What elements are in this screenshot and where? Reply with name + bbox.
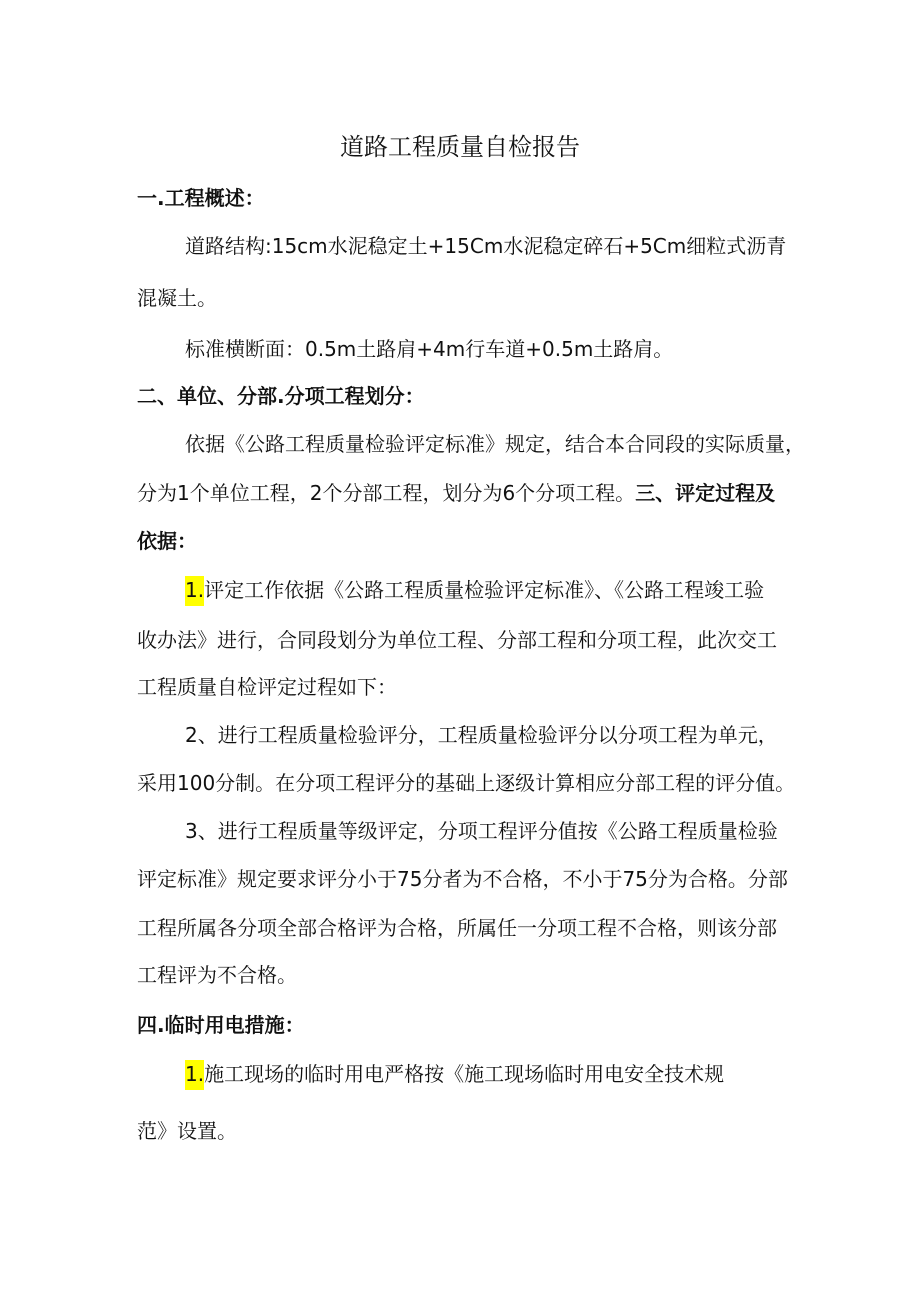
section-3-item-2-line-1: 2、进行工程质量检验评分，工程质量检验评分以分项工程为单元， — [185, 723, 778, 747]
section-1-paragraph-1-line-2: 混凝土。 — [137, 286, 217, 310]
section-2-paragraph-text: 分为1个单位工程，2个分部工程，划分为6个分项工程。 — [137, 481, 636, 505]
section-4-item-1-line-1 — [185, 1062, 724, 1086]
section-3-item-3-line-1: 3、进行工程质量等级评定，分项工程评分值按《公路工程质量检验 — [185, 819, 778, 843]
section-3-item-1-line-2: 收办法》进行，合同段划分为单位工程、分部工程和分项工程，此次交工 — [137, 628, 777, 652]
section-2-heading: 二、单位、分部.分项工程划分： — [137, 384, 425, 408]
section-3-item-3-line-4: 工程评为不合格。 — [137, 963, 297, 987]
section-3-item-1-text: 评定工作依据《公路工程质量检验评定标准》、《公路工程竣工验 — [204, 578, 765, 602]
section-3-item-2-line-2: 采用100分制。在分项工程评分的基础上逐级计算相应分部工程的评分值。 — [137, 771, 796, 795]
section-3-heading-part-1: 三、评定过程及 — [635, 481, 776, 505]
section-1-heading: 一.工程概述： — [137, 186, 265, 210]
section-4-item-1-line-2: 范》设置。 — [137, 1119, 237, 1143]
section-1-paragraph-2: 标准横断面：0.5m土路肩+4m行车道+0.5m土路肩。 — [185, 337, 674, 361]
section-3-item-3-line-3: 工程所属各分项全部合格评为合格，所属任一分项工程不合格，则该分部 — [137, 916, 777, 940]
item-number-highlight: 1. — [185, 1060, 204, 1090]
section-4-item-1-text: 施工现场的临时用电严格按《施工现场临时用电安全技术规 — [204, 1062, 725, 1086]
section-2-paragraph-line-2 — [137, 481, 775, 505]
section-2-paragraph-line-1: 依据《公路工程质量检验评定标准》规定，结合本合同段的实际质量， — [185, 432, 805, 456]
item-number-highlight: 1. — [185, 576, 204, 606]
section-4-heading: 四.临时用电措施： — [137, 1013, 305, 1037]
section-3-item-1-line-1 — [185, 578, 764, 602]
section-3-item-3-line-2: 评定标准》规定要求评分小于75分者为不合格，不小于75分为合格。分部 — [137, 867, 788, 891]
section-1-paragraph-1-line-1: 道路结构:15cm水泥稳定土+15Cm水泥稳定碎石+5Cm细粒式沥青 — [185, 234, 787, 258]
section-3-heading-part-2: 依据： — [137, 529, 197, 553]
document-title: 道路工程质量自检报告 — [340, 133, 580, 161]
section-3-item-1-line-3: 工程质量自检评定过程如下： — [137, 675, 397, 699]
